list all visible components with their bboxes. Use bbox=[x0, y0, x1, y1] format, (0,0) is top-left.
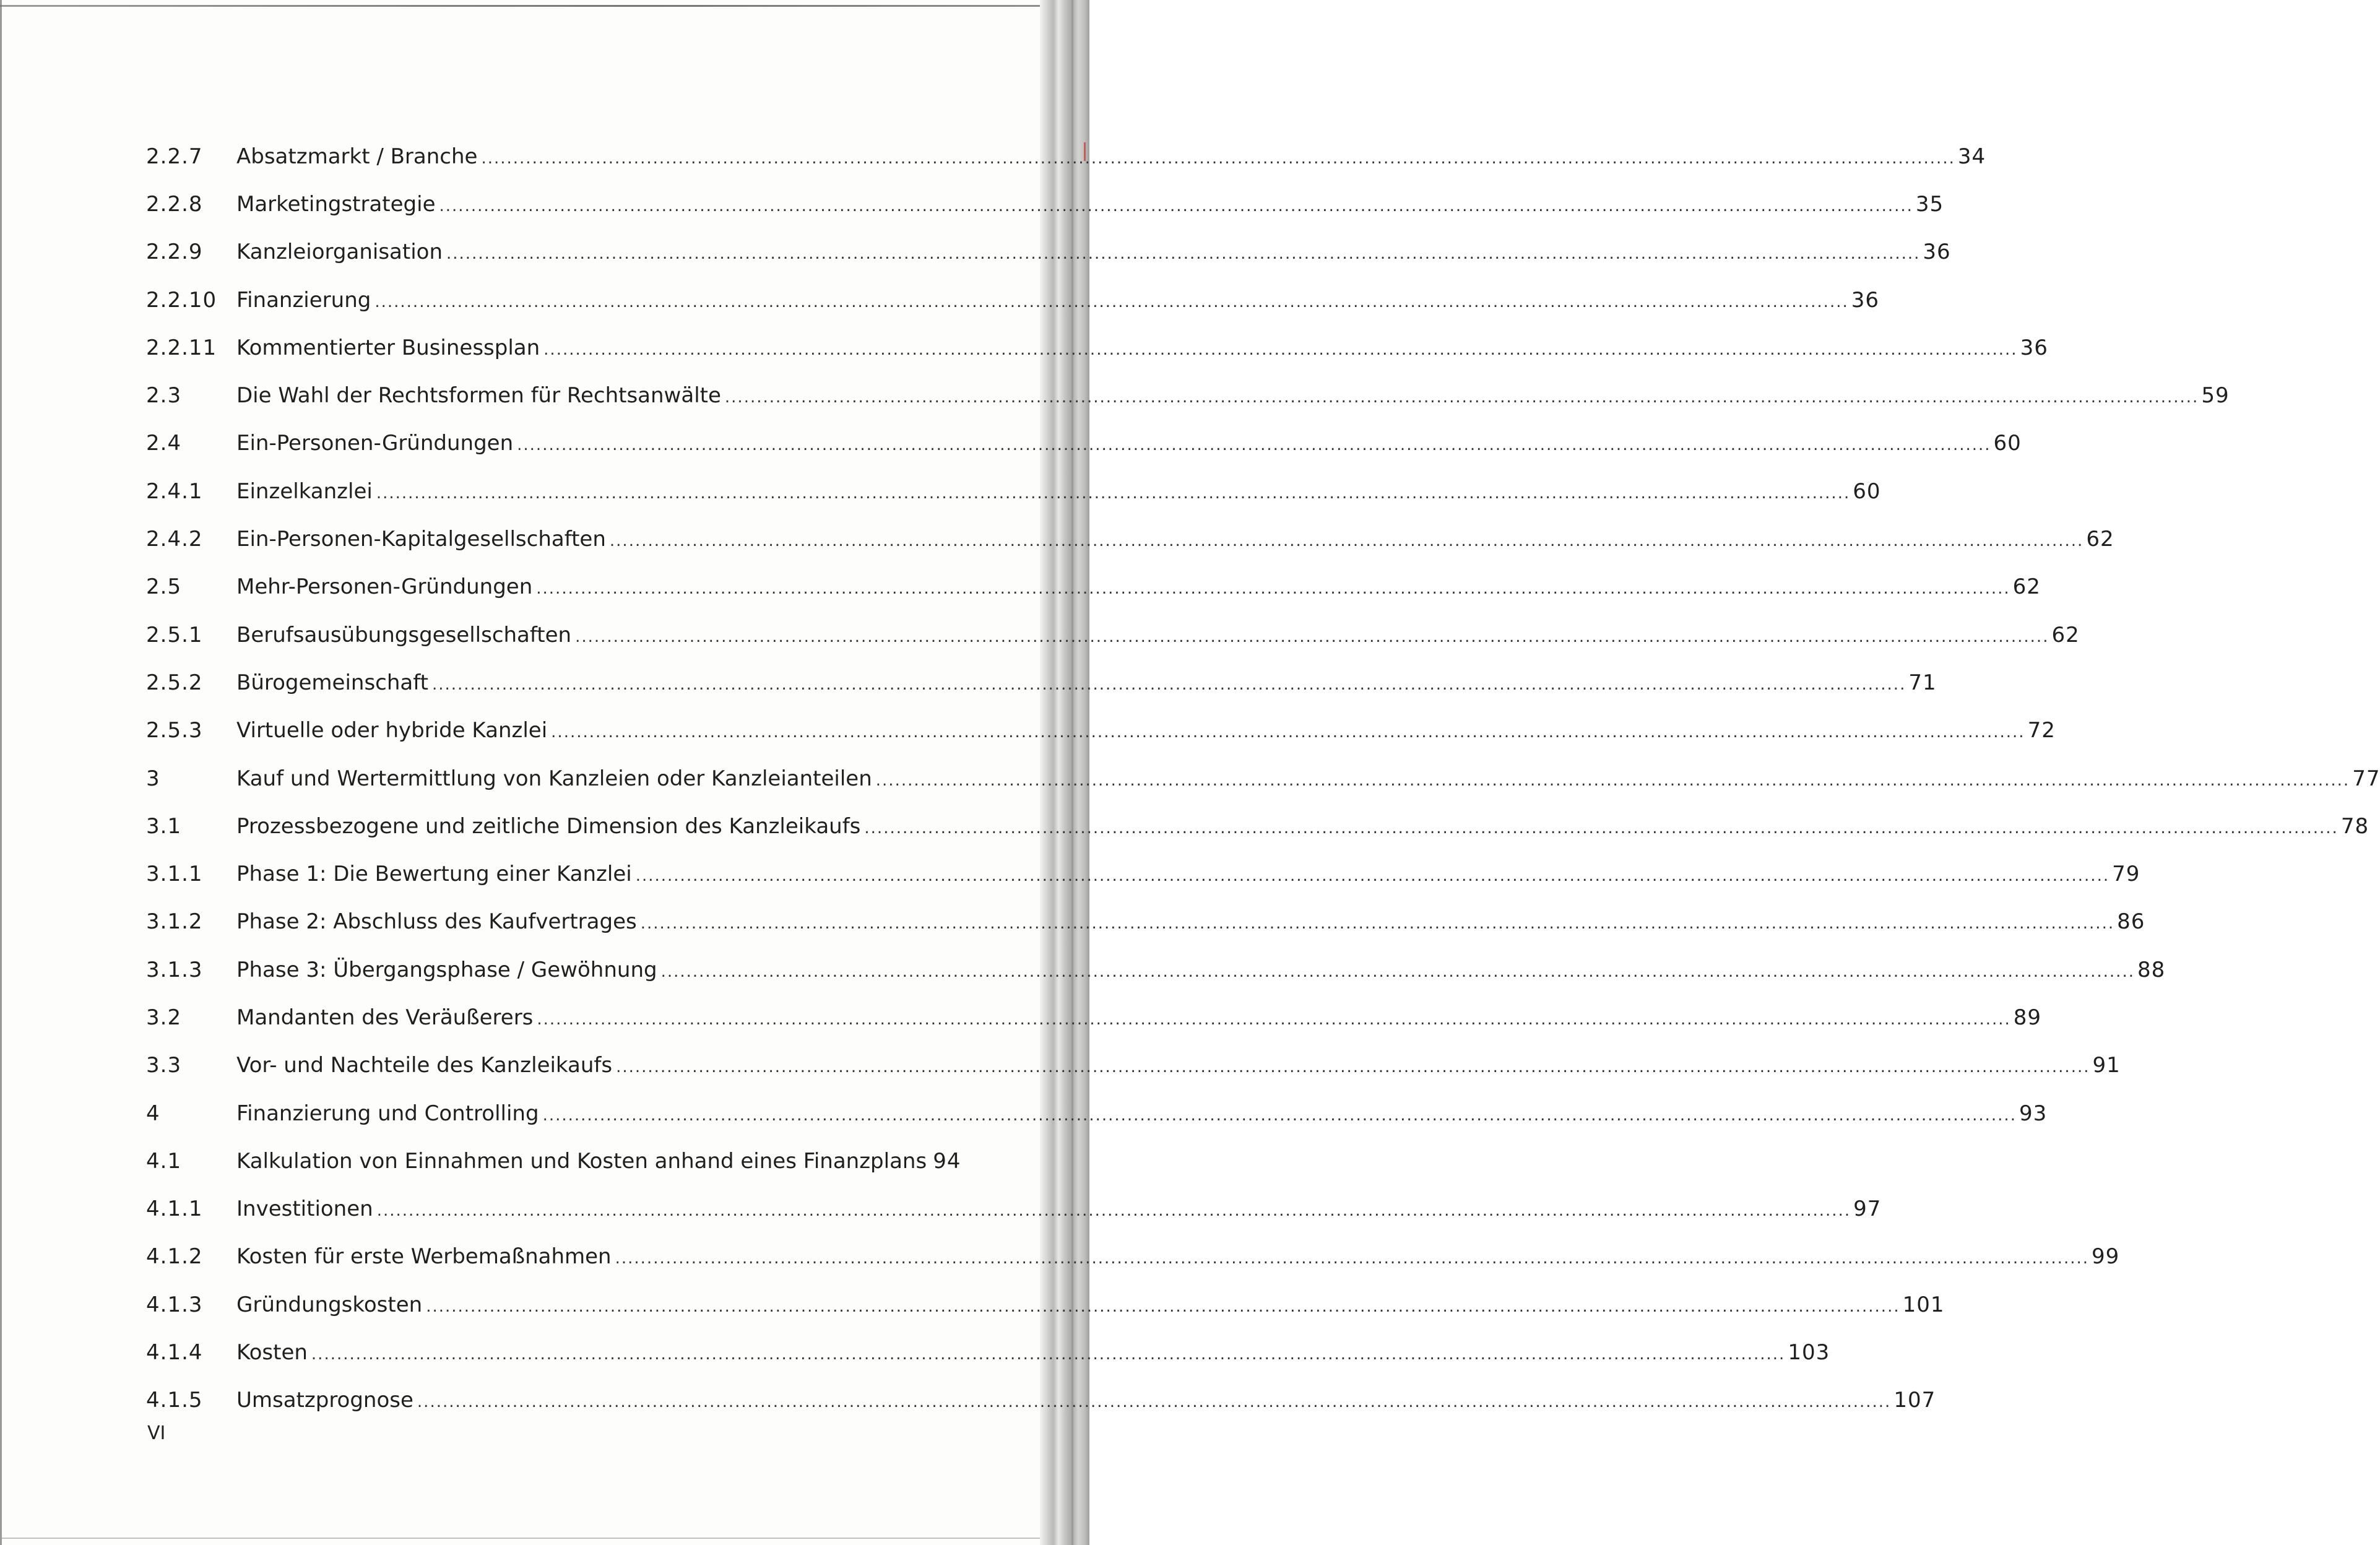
toc-entry-title: Kosten für erste Werbemaßnahmen bbox=[236, 1244, 612, 1270]
toc-entry-line bbox=[236, 862, 2140, 887]
toc-entry-page: 78 bbox=[2340, 813, 2369, 839]
toc-entry-number: 4.1.5 bbox=[146, 1388, 203, 1413]
toc-entry-title: Investitionen bbox=[236, 1197, 373, 1222]
toc-dot-leader bbox=[551, 723, 2025, 742]
toc-dot-leader bbox=[661, 963, 2135, 981]
toc-entry-line bbox=[236, 957, 2166, 982]
toc-dot-leader bbox=[636, 867, 2110, 885]
toc-entry-page: 91 bbox=[2092, 1053, 2121, 1078]
toc-dot-leader bbox=[417, 1393, 1891, 1411]
toc-entry[interactable] bbox=[146, 1089, 2048, 1137]
toc-entry-page: 93 bbox=[2019, 1101, 2048, 1126]
toc-entry-page: 36 bbox=[1923, 240, 1951, 265]
toc-entry-number: 2.2.7 bbox=[146, 144, 203, 169]
toc-entry-number: 3.1.2 bbox=[146, 909, 203, 935]
toc-dot-leader bbox=[517, 436, 1991, 454]
scan-left-edge bbox=[0, 0, 2, 1545]
toc-dot-leader bbox=[376, 484, 1850, 503]
toc-entry[interactable] bbox=[146, 1377, 1936, 1424]
toc-entry[interactable] bbox=[146, 1185, 1882, 1233]
toc-entry-line bbox=[236, 1244, 2120, 1270]
toc-entry-line bbox=[236, 1005, 2042, 1030]
toc-entry-page: 107 bbox=[1893, 1388, 1936, 1413]
toc-entry[interactable] bbox=[146, 850, 2140, 898]
toc-entry[interactable] bbox=[146, 707, 2056, 755]
toc-entry-line bbox=[236, 1292, 1945, 1317]
toc-entry[interactable] bbox=[146, 755, 2380, 802]
toc-entry[interactable] bbox=[146, 1233, 2120, 1281]
toc-entry-line bbox=[236, 144, 1986, 169]
toc-entry[interactable] bbox=[146, 515, 2114, 563]
toc-entry-title: Vor- und Nachteile des Kanzleikaufs bbox=[236, 1053, 613, 1078]
toc-entry-number: 3 bbox=[146, 766, 160, 791]
toc-entry-page: 59 bbox=[2201, 383, 2230, 409]
toc-entry-page: 94 bbox=[933, 1148, 961, 1174]
toc-entry-number: 2.3 bbox=[146, 383, 182, 409]
toc-entry-number: 4.1.1 bbox=[146, 1197, 203, 1222]
toc-entry-line bbox=[236, 574, 2041, 600]
toc-entry-page: 34 bbox=[1957, 144, 1986, 169]
toc-dot-leader bbox=[377, 1201, 1851, 1220]
toc-entry-line bbox=[236, 622, 2080, 647]
toc-entry-line bbox=[236, 478, 1881, 504]
toc-entry[interactable] bbox=[146, 1281, 1945, 1328]
toc-entry-line bbox=[236, 1101, 2048, 1126]
toc-entry-title: Einzelkanzlei bbox=[236, 478, 373, 504]
toc-entry-line bbox=[236, 909, 2145, 935]
toc-entry-number: 2.5.2 bbox=[146, 670, 203, 695]
toc-entry-title: Ein-Personen-Gründungen bbox=[236, 431, 514, 456]
toc-entry-number: 2.4.1 bbox=[146, 478, 203, 504]
toc-entry[interactable] bbox=[146, 371, 2230, 419]
toc-entry-line bbox=[236, 335, 2048, 360]
toc-entry-line bbox=[236, 383, 2230, 409]
toc-entry[interactable] bbox=[146, 659, 1937, 706]
toc-entry[interactable] bbox=[146, 420, 2022, 467]
toc-entry-number: 3.1.3 bbox=[146, 957, 203, 982]
toc-entry-number: 2.2.9 bbox=[146, 240, 203, 265]
toc-entry[interactable] bbox=[146, 467, 1881, 515]
toc-dot-leader bbox=[446, 245, 1920, 263]
page-number: VI bbox=[147, 1422, 166, 1444]
toc-entry-page: 36 bbox=[2020, 335, 2048, 360]
toc-entry-title: Kosten bbox=[236, 1340, 308, 1365]
toc-entry-page: 86 bbox=[2117, 909, 2145, 935]
toc-entry-line bbox=[236, 191, 1944, 217]
toc-entry-number: 2.5.3 bbox=[146, 718, 203, 743]
toc-entry-number: 4.1.3 bbox=[146, 1292, 203, 1317]
scan-top-edge bbox=[0, 5, 1065, 7]
toc-entry-title: Kalkulation von Einnahmen und Kosten anhand eines Finanzplans bbox=[236, 1148, 927, 1174]
toc-entry-number: 2.4.2 bbox=[146, 527, 203, 552]
toc-entry-title: Kauf und Wertermittlung von Kanzleien oder Kanzleianteilen bbox=[236, 766, 872, 791]
toc-dot-leader bbox=[537, 1010, 2010, 1029]
toc-entry[interactable] bbox=[146, 802, 2369, 850]
toc-entry-line bbox=[236, 1053, 2121, 1078]
toc-entry-page: 103 bbox=[1788, 1340, 1830, 1365]
toc-entry[interactable] bbox=[146, 132, 1986, 180]
toc-dot-leader bbox=[374, 293, 1848, 311]
toc-entry-title: Mehr-Personen-Gründungen bbox=[236, 574, 533, 600]
toc-entry-page: 89 bbox=[2013, 1005, 2042, 1030]
toc-entry-page: 60 bbox=[1853, 478, 1881, 504]
toc-dot-leader bbox=[432, 675, 1906, 694]
toc-entry-line bbox=[236, 1340, 1830, 1365]
toc-entry-title: Marketingstrategie bbox=[236, 191, 436, 217]
toc-entry-line bbox=[236, 670, 1937, 695]
toc-dot-leader bbox=[543, 1106, 2017, 1125]
toc-entry[interactable] bbox=[146, 228, 1951, 276]
toc-entry-line bbox=[236, 1388, 1936, 1413]
toc-entry-number: 4 bbox=[146, 1101, 160, 1126]
toc-entry-number: 3.1 bbox=[146, 813, 182, 839]
toc-entry-page: 60 bbox=[1993, 431, 2022, 456]
toc-entry-title: Umsatzprognose bbox=[236, 1388, 413, 1413]
toc-dot-leader bbox=[616, 1058, 2090, 1076]
toc-entry[interactable] bbox=[146, 563, 2041, 611]
toc-entry-number: 3.3 bbox=[146, 1053, 182, 1078]
toc-entry-page: 36 bbox=[1851, 287, 1880, 313]
toc-dot-leader bbox=[864, 819, 2338, 837]
toc-dot-leader bbox=[641, 914, 2114, 933]
toc-entry-number: 4.1 bbox=[146, 1148, 182, 1174]
toc-entry-title: Gründungskosten bbox=[236, 1292, 423, 1317]
toc-dot-leader bbox=[426, 1297, 1900, 1316]
toc-entry-page: 35 bbox=[1915, 191, 1944, 217]
toc-entry-title: Phase 3: Übergangsphase / Gewöhnung bbox=[236, 957, 657, 982]
toc-entry-page: 72 bbox=[2027, 718, 2056, 743]
toc-entry-title: Phase 1: Die Bewertung einer Kanzlei bbox=[236, 862, 632, 887]
toc-entry-page: 77 bbox=[2352, 766, 2380, 791]
toc-entry-title: Finanzierung bbox=[236, 287, 371, 313]
table-of-contents bbox=[146, 132, 2380, 1424]
toc-dot-leader bbox=[311, 1345, 1785, 1364]
toc-entry-page: 88 bbox=[2137, 957, 2166, 982]
scan-bottom-edge bbox=[0, 1538, 1046, 1539]
toc-entry-number: 3.2 bbox=[146, 1005, 182, 1030]
toc-entry-title: Berufsausübungsgesellschaften bbox=[236, 622, 572, 647]
toc-entry[interactable] bbox=[146, 1328, 1830, 1376]
toc-dot-leader bbox=[439, 197, 1913, 215]
toc-entry[interactable] bbox=[146, 1042, 2121, 1089]
toc-entry-title: Bürogemeinschaft bbox=[236, 670, 428, 695]
toc-entry[interactable] bbox=[146, 276, 1880, 324]
toc-entry-line bbox=[236, 766, 2380, 791]
toc-entry-number: 2.2.10 bbox=[146, 287, 217, 313]
toc-entry-title: Kommentierter Businessplan bbox=[236, 335, 540, 360]
toc-entry-line bbox=[236, 527, 2114, 552]
toc-entry[interactable] bbox=[146, 898, 2145, 946]
toc-entry-title: Kanzleiorganisation bbox=[236, 240, 443, 265]
toc-entry-number: 2.5 bbox=[146, 574, 182, 600]
toc-entry-number: 4.1.2 bbox=[146, 1244, 203, 1270]
toc-entry[interactable] bbox=[146, 611, 2080, 659]
toc-entry-line bbox=[236, 240, 1951, 265]
toc-dot-leader bbox=[725, 388, 2199, 407]
toc-entry-page: 79 bbox=[2112, 862, 2140, 887]
toc-entry-line bbox=[236, 287, 1880, 313]
toc-entry-line bbox=[236, 1148, 961, 1174]
toc-dot-leader bbox=[575, 628, 2049, 646]
toc-entry-line bbox=[236, 813, 2369, 839]
toc-entry[interactable] bbox=[146, 946, 2166, 993]
toc-entry[interactable] bbox=[146, 993, 2042, 1041]
toc-entry-number: 2.5.1 bbox=[146, 622, 203, 647]
toc-entry-title: Mandanten des Veräußerers bbox=[236, 1005, 534, 1030]
toc-entry-title: Die Wahl der Rechtsformen für Rechtsanwälte bbox=[236, 383, 721, 409]
toc-dot-leader bbox=[876, 771, 2350, 790]
toc-entry-line bbox=[236, 718, 2056, 743]
toc-entry[interactable] bbox=[146, 324, 2048, 371]
toc-entry-page: 62 bbox=[2051, 622, 2080, 647]
toc-entry-number: 2.2.8 bbox=[146, 191, 203, 217]
toc-entry-page: 101 bbox=[1902, 1292, 1945, 1317]
toc-entry-line bbox=[236, 1197, 1882, 1222]
toc-entry[interactable] bbox=[146, 1137, 961, 1185]
toc-entry-number: 2.2.11 bbox=[146, 335, 217, 360]
toc-entry-number: 4.1.4 bbox=[146, 1340, 203, 1365]
toc-entry-page: 62 bbox=[2086, 527, 2114, 552]
toc-entry-title: Phase 2: Abschluss des Kaufvertrages bbox=[236, 909, 637, 935]
toc-entry[interactable] bbox=[146, 180, 1944, 228]
toc-entry-line bbox=[236, 431, 2022, 456]
toc-entry-page: 99 bbox=[2092, 1244, 2120, 1270]
toc-entry-title: Ein-Personen-Kapitalgesellschaften bbox=[236, 527, 606, 552]
toc-dot-leader bbox=[536, 579, 2010, 598]
toc-entry-title: Absatzmarkt / Branche bbox=[236, 144, 478, 169]
toc-entry-number: 2.4 bbox=[146, 431, 182, 456]
toc-entry-page: 62 bbox=[2012, 574, 2041, 600]
toc-entry-page: 97 bbox=[1853, 1197, 1882, 1222]
toc-entry-title: Finanzierung und Controlling bbox=[236, 1101, 539, 1126]
toc-dot-leader bbox=[610, 532, 2084, 550]
toc-entry-title: Prozessbezogene und zeitliche Dimension des Kanzleikaufs bbox=[236, 813, 861, 839]
toc-entry-page: 71 bbox=[1908, 670, 1937, 695]
toc-dot-leader bbox=[615, 1249, 2089, 1268]
toc-dot-leader bbox=[543, 340, 2017, 359]
toc-entry-title: Virtuelle oder hybride Kanzlei bbox=[236, 718, 548, 743]
toc-entry-number: 3.1.1 bbox=[146, 862, 203, 887]
toc-dot-leader bbox=[481, 149, 1955, 168]
